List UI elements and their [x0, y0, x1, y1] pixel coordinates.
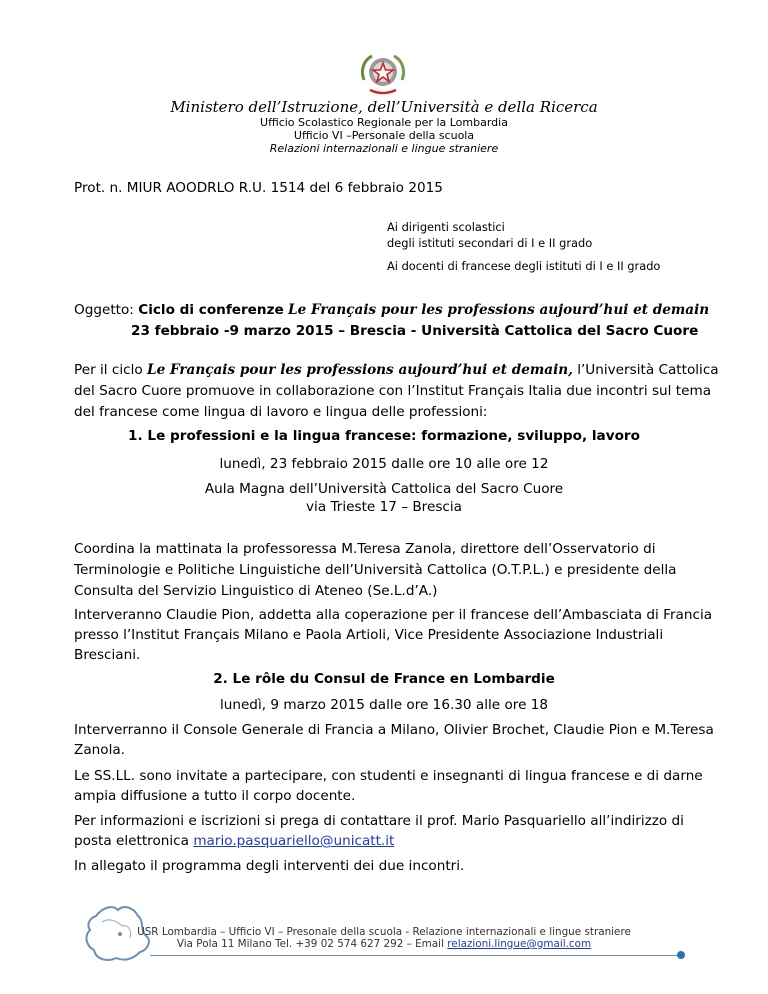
event-1-title: 1. Le professioni e la lingua francese: formazione, sviluppo, lavoro	[128, 428, 640, 444]
speakers-2-line-1: Interverranno il Console Generale di Francia a Milano, Olivier Brochet, Claudie Pion e M.Teresa	[74, 722, 714, 738]
subject-label: Oggetto:	[74, 302, 134, 318]
footer-email-link[interactable]: relazioni.lingue@gmail.com	[447, 938, 592, 950]
intro-rest: l’Università Cattolica	[577, 362, 719, 378]
intro-line-1	[74, 360, 719, 380]
intro-title: Le Français pour les professions aujourd’hui et demain,	[147, 362, 573, 378]
contact-email-link[interactable]: mario.pasquariello@unicatt.it	[193, 833, 395, 849]
footer-divider	[150, 955, 680, 956]
event-2-date: lunedì, 9 marzo 2015 dalle ore 16.30 alle ore 18	[219, 697, 549, 713]
event-1-place-1: Aula Magna dell’Università Cattolica del Sacro Cuore	[204, 481, 564, 497]
attachment-note: In allegato il programma degli interventi dei due incontri.	[74, 858, 465, 874]
footer-line-1: USR Lombardia – Ufficio VI – Presonale della scuola - Relazione internazionali e lingue straniere	[137, 926, 631, 938]
event-1-place-2: via Trieste 17 – Brescia	[306, 499, 462, 515]
speakers-2-line-2: Zanola.	[74, 742, 126, 758]
info-line-1: Per informazioni e iscrizioni si prega di contattare il prof. Mario Pasquariello all’indirizzo di	[74, 813, 684, 829]
footer-address: Via Pola 11 Milano Tel. +39 02 574 627 292 – Email	[176, 938, 444, 950]
coord-line-1: Coordina la mattinata la professoressa M.Teresa Zanola, direttore dell’Osservatorio di	[74, 541, 656, 557]
recipient-line-2: degli istituti secondari di I e II grado	[387, 236, 593, 250]
recipient-line-3: Ai docenti di francese degli istituti di I e II grado	[387, 259, 661, 273]
office-line-3: Relazioni internazionali e lingue straniere	[269, 142, 499, 155]
invite-line-1: Le SS.LL. sono invitate a partecipare, con studenti e insegnanti di lingua francese e di darne	[74, 768, 703, 784]
subject-line-1	[74, 300, 709, 320]
footer-line-2	[0, 938, 768, 950]
speakers-1-line-1: Interveranno Claudie Pion, addetta alla coperazione per il francese dell’Ambasciata di Francia	[74, 607, 713, 623]
intro-line-3: del francese come lingua di lavoro e lingua delle professioni:	[74, 404, 488, 420]
event-2-title: 2. Le rôle du Consul de France en Lombardie	[213, 671, 555, 687]
intro-line-2: del Sacro Cuore promuove in collaborazione con l’Institut Français Italia due incontri sul tema	[74, 383, 712, 399]
recipient-line-1: Ai dirigenti scolastici	[387, 220, 505, 234]
footer-dot	[677, 951, 685, 959]
office-line-2: Ufficio VI –Personale della scuola	[293, 129, 475, 142]
info-line-2	[74, 831, 394, 851]
speakers-1-line-3: Bresciani.	[74, 647, 141, 663]
invite-line-2: ampia diffusione a tutto il corpo docente.	[74, 788, 356, 804]
speakers-1-line-2: presso l’Institut Français Milano e Paola Artioli, Vice Presidente Associazione Industriali	[74, 627, 664, 643]
subject-bold: Ciclo di conferenze	[138, 302, 284, 318]
coord-line-2: Terminologie e Politiche Linguistiche dell’Università Cattolica (O.T.P.L.) e presidente della	[74, 562, 677, 578]
subject-title: Le Français pour les professions aujourd’hui et demain	[288, 302, 710, 318]
italian-republic-emblem-icon	[358, 50, 408, 98]
protocol-number: Prot. n. MIUR AOODRLO R.U. 1514 del 6 febbraio 2015	[74, 180, 443, 196]
event-1-date: lunedì, 23 febbraio 2015 dalle ore 10 alle ore 12	[219, 456, 549, 472]
coord-line-3: Consulta del Servizio Linguistico di Ateneo (Se.L.d’A.)	[74, 583, 438, 599]
intro-lead: Per il ciclo	[74, 362, 143, 378]
info-lead: posta elettronica	[74, 833, 189, 849]
ministry-title: Ministero dell’Istruzione, dell’Università e della Ricerca	[170, 98, 598, 116]
office-line-1: Ufficio Scolastico Regionale per la Lombardia	[260, 116, 508, 129]
subject-line-2: 23 febbraio -9 marzo 2015 – Brescia - Università Cattolica del Sacro Cuore	[131, 323, 699, 339]
